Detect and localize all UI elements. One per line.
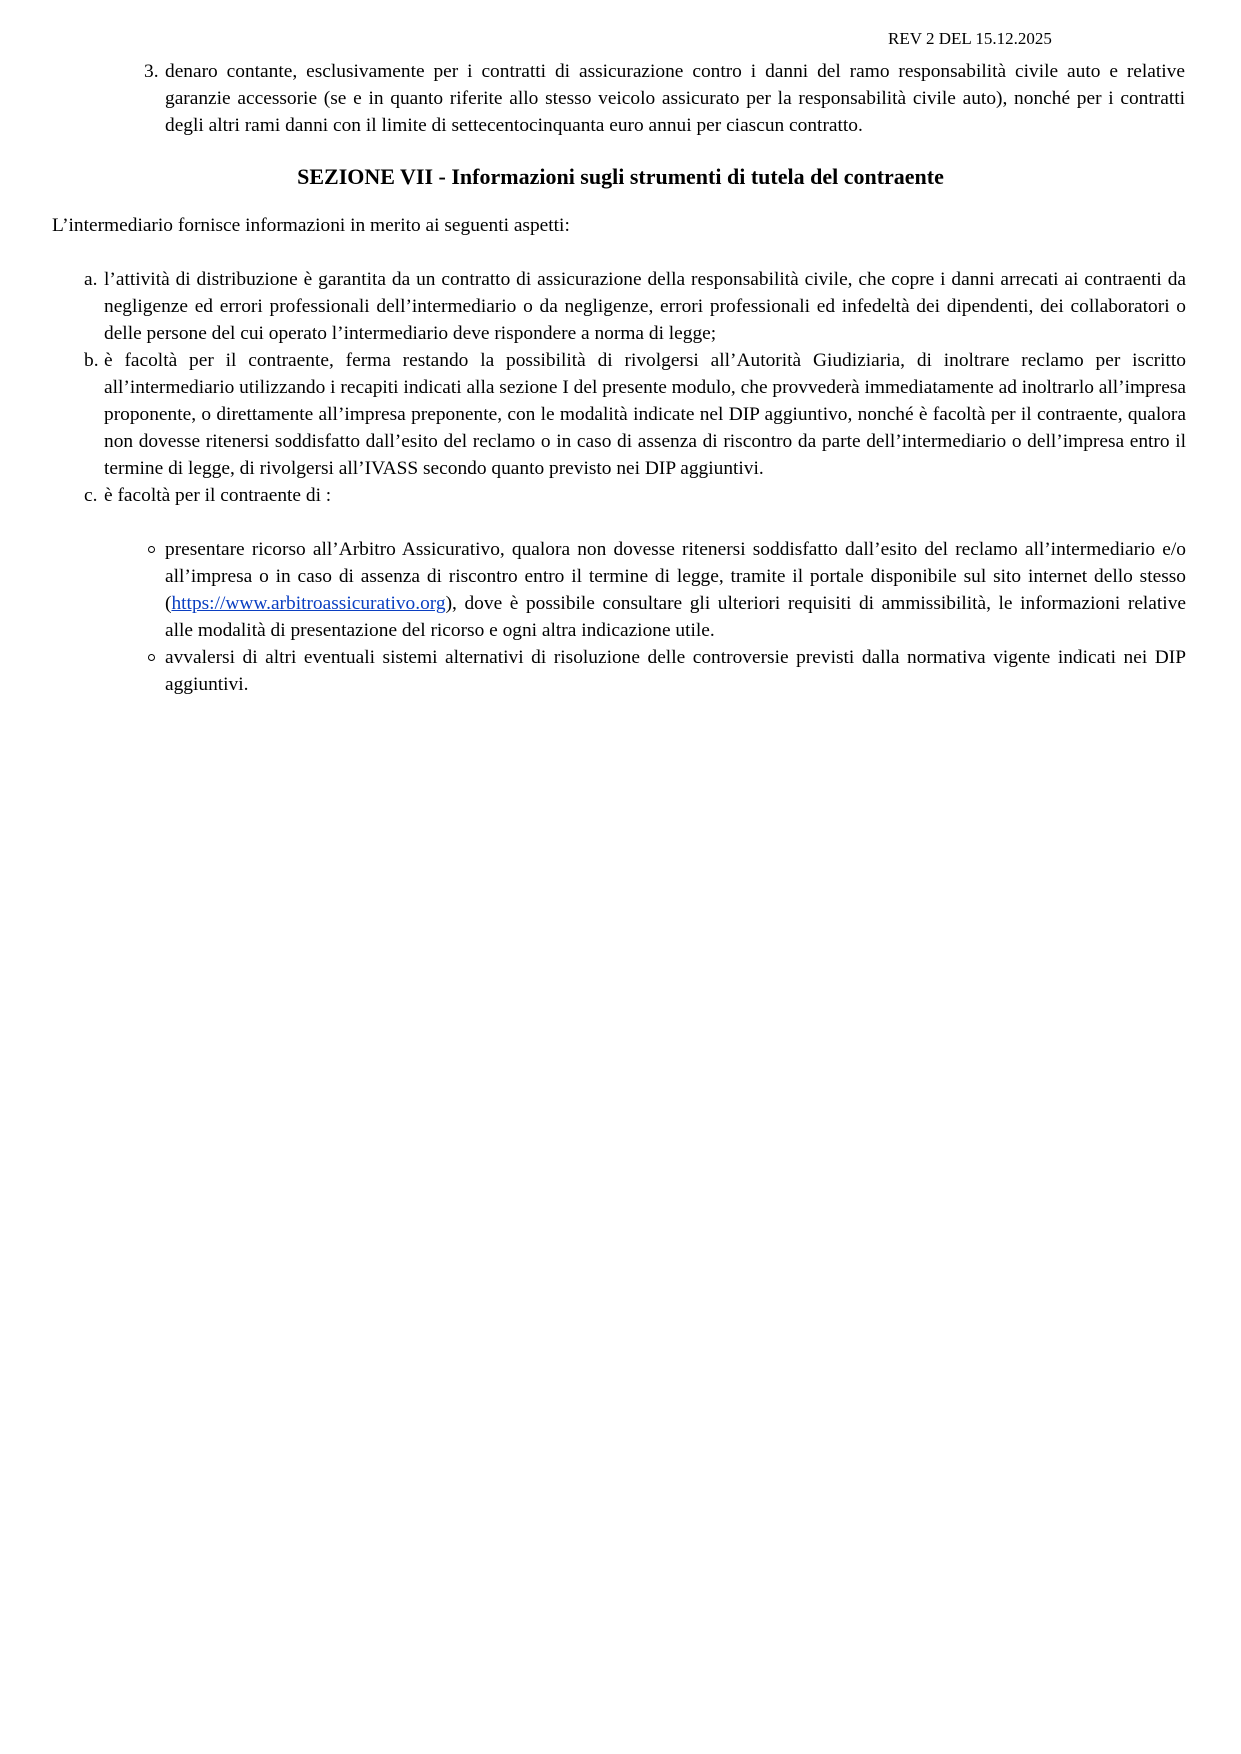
- list-item-b: [84, 347, 1186, 482]
- list-item-text: denaro contante, esclusivamente per i contratti di assicurazione contro i danni del ramo responsabilità civile auto e relative garanzie accessorie (se e in quanto riferite allo stesso veicolo assicurato per la responsabilità civile auto), nonché per i contratti degli altri rami danni con il limite di settecentocinquanta euro annui per ciascun contratto.: [165, 61, 1185, 136]
- list-marker: a.: [84, 269, 98, 290]
- sub-list-item: [145, 644, 1186, 698]
- revision-label: REV 2 DEL 15.12.2025: [888, 29, 1052, 48]
- section-title: SEZIONE VII - Informazioni sugli strumenti di tutela del contraente: [297, 164, 944, 189]
- list-item-text: è facoltà per il contraente di :: [104, 485, 332, 506]
- circle-bullet-icon: [148, 546, 155, 553]
- circle-bullet-icon: [148, 654, 155, 661]
- list-item-a: [84, 266, 1186, 347]
- section-intro: L’intermediario fornisce informazioni in merito ai seguenti aspetti:: [52, 215, 570, 236]
- sub-item-text: avvalersi di altri eventuali sistemi alternativi di risoluzione delle controversie previsti dalla normativa vigente indicati nei DIP aggiuntivi.: [165, 647, 1186, 695]
- sub-list: [145, 536, 1186, 698]
- protection-list: [84, 266, 1186, 509]
- list-marker: c.: [84, 485, 98, 506]
- list-number: 3.: [144, 61, 159, 82]
- sub-item-text: presentare ricorso all’Arbitro Assicurativo, qualora non dovesse ritenersi soddisfatto dall’esito del reclamo all’intermediario e/o all’impresa o in caso di assenza di riscontro entro il termine di legge, tramite il portale disponibile sul sito internet dello stesso (: [165, 539, 1186, 614]
- list-item-text: l’attività di distribuzione è garantita da un contratto di assicurazione della responsabilità civile, che copre i danni arrecati ai contraenti da negligenze ed errori professionali dell’intermediario o da negligenze, errori professionali ed infedeltà dei dipendenti, dei collaboratori o delle persone del cui operato l’intermediario deve rispondere a norma di legge;: [104, 269, 1186, 344]
- list-item-text: è facoltà per il contraente, ferma restando la possibilità di rivolgersi all’Autorità Giudiziaria, di inoltrare reclamo per iscritto all’intermediario utilizzando i recapiti indicati alla sezione I del presente modulo, che provvederà immediatamente ad inoltrarlo all’impresa proponente, o direttamente all’impresa preponente, con le modalità indicate nel DIP aggiuntivo, nonché è facoltà per il contraente, qualora non dovesse ritenersi soddisfatto dall’esito del reclamo o in caso di assenza di riscontro da parte dell’intermediario o dell’impresa entro il termine di legge, di rivolgersi all’IVASS secondo quanto previsto nei DIP aggiuntivi.: [104, 350, 1186, 479]
- sub-item-text: ), dove è possibile consultare gli ulteriori requisiti di ammissibilità, le informazioni relative alle modalità di presentazione del ricorso e ogni altra indicazione utile.: [165, 593, 1186, 641]
- list-marker: b.: [84, 350, 99, 371]
- list-item-3: [145, 58, 1185, 139]
- list-item-c: [84, 482, 1186, 509]
- arbitro-link[interactable]: https://www.arbitroassicurativo.org: [171, 593, 446, 614]
- sub-list-item: [145, 536, 1186, 644]
